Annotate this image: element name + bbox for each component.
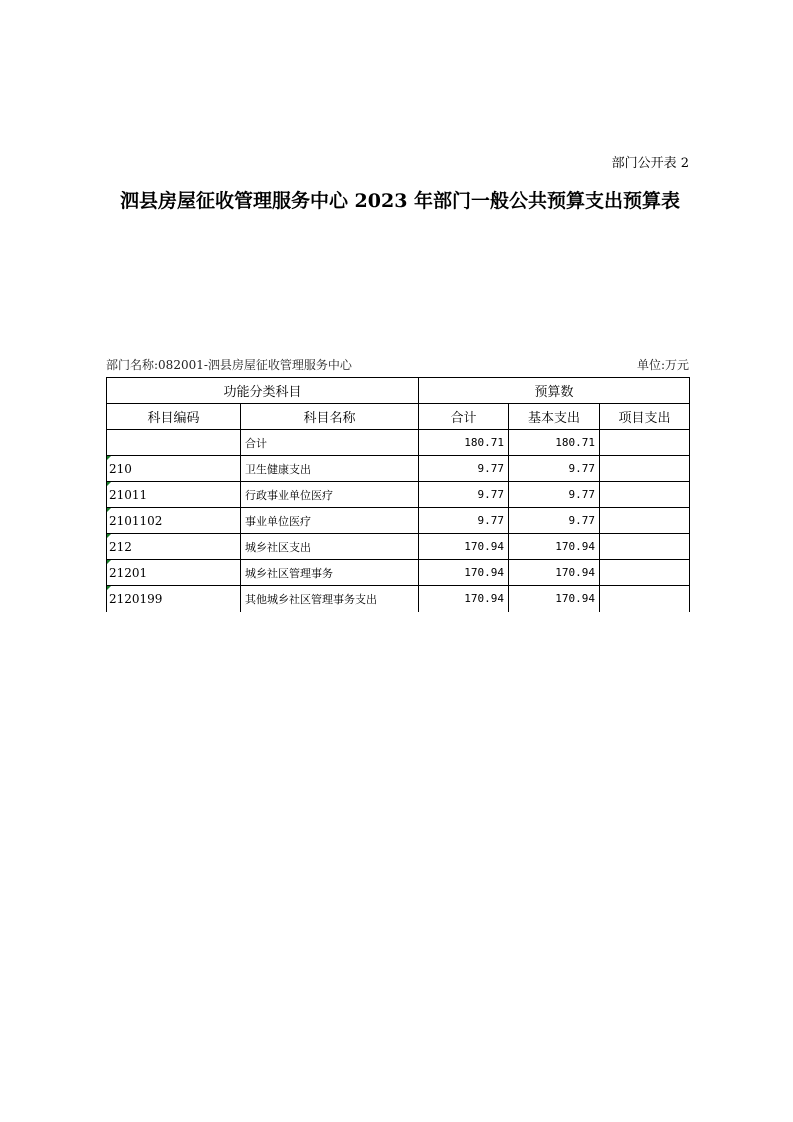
table-row	[107, 534, 690, 560]
row-code: 2120199	[107, 586, 241, 612]
row-code: 212	[107, 534, 241, 560]
department-name: 部门名称:082001-泗县房屋征收管理服务中心	[106, 358, 352, 372]
table-row	[107, 508, 690, 534]
table-row	[107, 456, 690, 482]
function-classification-header: 功能分类科目	[107, 378, 419, 404]
row-project	[600, 482, 690, 508]
table-row	[107, 560, 690, 586]
row-code: 210	[107, 456, 241, 482]
row-name: 城乡社区支出	[241, 534, 419, 560]
column-header-name: 科目名称	[241, 404, 419, 430]
row-basic: 9.77	[509, 508, 600, 534]
row-total: 9.77	[419, 482, 509, 508]
table-row	[107, 586, 690, 612]
budget-amount-header: 预算数	[419, 378, 690, 404]
row-basic: 170.94	[509, 534, 600, 560]
row-total: 170.94	[419, 534, 509, 560]
row-basic: 170.94	[509, 560, 600, 586]
row-name: 其他城乡社区管理事务支出	[241, 586, 419, 612]
row-total: 170.94	[419, 586, 509, 612]
table-row	[107, 482, 690, 508]
row-project	[600, 456, 690, 482]
row-total: 9.77	[419, 508, 509, 534]
column-header-basic: 基本支出	[509, 404, 600, 430]
row-name: 合计	[241, 430, 419, 456]
row-total: 180.71	[419, 430, 509, 456]
page-title: 泗县房屋征收管理服务中心 2023 年部门一般公共预算支出预算表	[119, 190, 681, 212]
column-header-code: 科目编码	[107, 404, 241, 430]
row-code: 2101102	[107, 508, 241, 534]
row-name: 卫生健康支出	[241, 456, 419, 482]
group-header-row	[107, 378, 690, 404]
row-project	[600, 560, 690, 586]
row-project	[600, 430, 690, 456]
row-project	[600, 586, 690, 612]
row-basic: 9.77	[509, 456, 600, 482]
row-project	[600, 534, 690, 560]
row-code: 21011	[107, 482, 241, 508]
row-code	[107, 430, 241, 456]
row-name: 城乡社区管理事务	[241, 560, 419, 586]
row-code: 21201	[107, 560, 241, 586]
row-basic: 9.77	[509, 482, 600, 508]
column-header-total: 合计	[419, 404, 509, 430]
row-basic: 170.94	[509, 586, 600, 612]
form-number: 部门公开表 2	[611, 156, 689, 171]
budget-table	[106, 377, 690, 612]
row-basic: 180.71	[509, 430, 600, 456]
row-project	[600, 508, 690, 534]
column-header-project: 项目支出	[600, 404, 690, 430]
unit-label: 单位:万元	[636, 358, 689, 372]
table-row	[107, 430, 690, 456]
row-name: 行政事业单位医疗	[241, 482, 419, 508]
row-total: 170.94	[419, 560, 509, 586]
row-total: 9.77	[419, 456, 509, 482]
column-header-row	[107, 404, 690, 430]
row-name: 事业单位医疗	[241, 508, 419, 534]
